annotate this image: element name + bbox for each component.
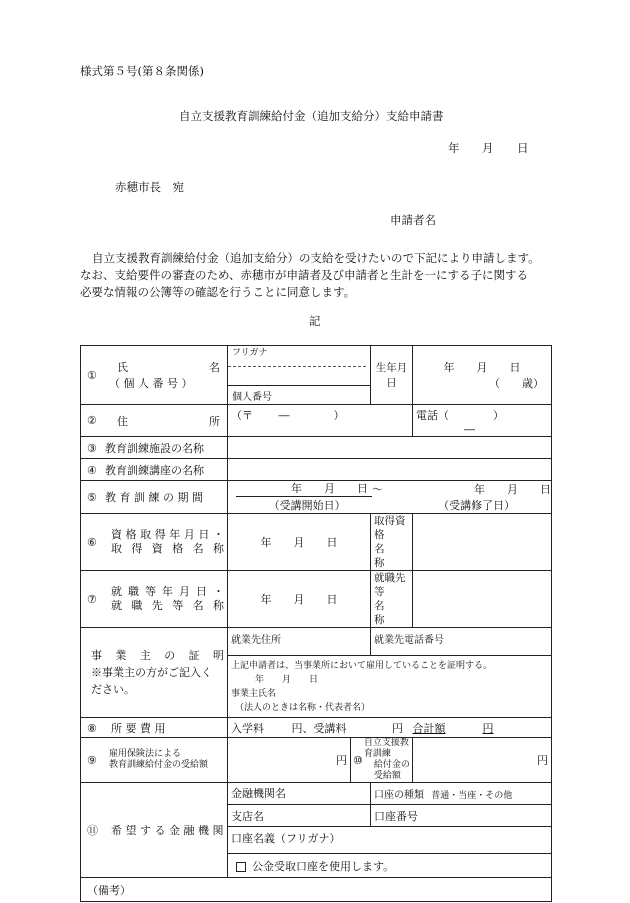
phone-cell[interactable] — [413, 405, 552, 437]
employment-insurance-label-line2: 教育訓練給付金の受給額 — [109, 760, 209, 770]
support-benefit-yen: 円 — [537, 754, 549, 767]
form-number: 様式第５号(第８条関係) — [80, 64, 204, 78]
date-year-label: 年 — [448, 141, 460, 155]
row-name — [81, 346, 552, 405]
row-number-2: ② — [87, 414, 97, 427]
row-employment — [81, 571, 552, 628]
employer-name-input[interactable] — [413, 571, 552, 628]
employer-phone-cell[interactable] — [371, 628, 552, 656]
qualification-label-cell — [81, 514, 228, 571]
row-number-7: ⑦ — [87, 592, 97, 606]
facility-label: 教育訓練施設の名称 — [105, 441, 204, 455]
bank-label-cell — [81, 783, 228, 878]
course-label: 教育訓練講座の名称 — [105, 463, 204, 477]
date-month-label: 月 — [482, 141, 494, 155]
employer-name-label-line1: 就職先等 — [374, 572, 406, 598]
ki-heading: 記 — [309, 314, 321, 328]
account-number-label: 口座番号 — [374, 809, 419, 823]
employer-cert-date: 年 月 日 — [255, 675, 319, 685]
date-day-label: 日 — [517, 141, 529, 155]
period-input-cell[interactable] — [228, 481, 552, 514]
row-number-6: ⑥ — [87, 535, 97, 549]
addressee: 赤穂市長 宛 — [115, 180, 184, 194]
address-label-ju: 住 — [117, 414, 128, 428]
course-label-cell — [81, 459, 228, 481]
employer-address-cell[interactable] — [228, 628, 371, 656]
row-facility-name — [81, 437, 552, 459]
employer-cert-label-line2: ※事業主の方がご記入く — [91, 666, 212, 679]
row-number-11: ⑪ — [87, 824, 98, 837]
remarks-cell[interactable] — [81, 878, 552, 902]
row-number-9: ⑨ — [87, 753, 97, 767]
employer-cert-cell[interactable] — [228, 656, 552, 718]
address-input-cell[interactable] — [228, 405, 413, 437]
employer-owner-name-label: 事業主氏名 — [231, 689, 277, 699]
tuition-label: 円、受講料 — [291, 721, 347, 735]
account-number-cell[interactable] — [371, 805, 552, 827]
account-holder-cell[interactable] — [228, 827, 552, 854]
period-label: 教 育 訓 練 の 期 間 — [105, 491, 203, 504]
row-course-name — [81, 459, 552, 481]
branch-label: 支店名 — [231, 809, 264, 823]
account-holder-label: 口座名義（フリガナ） — [231, 832, 341, 845]
employer-address-label: 就業先住所 — [231, 635, 281, 646]
qualification-name-label-line2: 名 称 — [374, 543, 406, 569]
row-number-1: ① — [87, 368, 97, 382]
row-number-8: ⑧ — [87, 721, 97, 735]
support-benefit-label-cell — [351, 738, 413, 783]
kojin-bango-label: （ 個 人 番 号 ） — [109, 377, 193, 390]
employment-insurance-label-cell — [81, 738, 228, 783]
employment-insurance-label-line1: 雇用保険法による — [109, 749, 182, 759]
employer-cert-label-cell — [81, 628, 228, 718]
bank-name-cell[interactable] — [228, 783, 371, 805]
bank-name-label: 金融機関名 — [231, 787, 286, 800]
name-label-mei: 名 — [209, 361, 220, 374]
row-remarks — [81, 878, 552, 902]
document-title: 自立支援教育訓練給付金（追加支給分）支給申請書 — [179, 109, 444, 123]
tuition-yen: 円 — [392, 721, 403, 735]
name-label-cell — [81, 346, 228, 405]
birth-date-cell[interactable] — [413, 346, 552, 405]
employment-date[interactable]: 年 月 日 — [228, 571, 371, 628]
start-date: 年 月 日 — [236, 481, 372, 498]
account-type-label: 口座の種類 — [374, 790, 425, 801]
support-benefit-label-line1: 自立支援教育訓練 — [363, 738, 409, 759]
employment-insurance-yen: 円 — [336, 754, 347, 767]
support-benefit-amount[interactable] — [413, 738, 552, 783]
row-number-5: ⑤ — [87, 491, 97, 504]
row-address — [81, 405, 552, 437]
account-type-cell[interactable] — [371, 783, 552, 805]
employment-label-line1: 就 職 等 年 月 日 ・ — [111, 585, 224, 598]
cost-label-cell — [81, 718, 228, 738]
row-benefit-amounts — [81, 738, 552, 783]
employer-name-label-cell — [371, 571, 413, 628]
row-employer-address — [81, 628, 552, 656]
remarks-label: （備考） — [87, 884, 131, 897]
employment-insurance-amount[interactable] — [228, 738, 351, 783]
qualification-label-line1: 資格取得年月日・ — [111, 528, 224, 541]
account-type-options: 普通・当座・その他 — [431, 791, 513, 801]
applicant-name-label: 申請者名 — [390, 213, 436, 227]
body-line-1: 自立支援教育訓練給付金（追加支給分）の支給を受けたいので下記により申請します。 — [92, 251, 540, 265]
period-label-cell — [81, 481, 228, 514]
total-label: 合計額 — [412, 721, 446, 735]
body-line-3: 必要な情報の公簿等の確認を行うことに同意します。 — [80, 285, 356, 299]
facility-label-cell — [81, 437, 228, 459]
phone-label: 電話（ ） — [416, 409, 505, 422]
start-date-caption: （受講開始日） — [268, 499, 346, 512]
row-number-3: ③ — [87, 441, 97, 455]
birth-date-value: 年 月 日 — [443, 361, 521, 374]
support-benefit-label-line2: 給付金の受給額 — [373, 760, 410, 781]
cost-label: 所 要 費 用 — [111, 721, 166, 735]
name-input-cell[interactable] — [228, 346, 371, 405]
row-number-10: ⑩ — [353, 753, 363, 767]
phone-dash: ― — [464, 423, 476, 436]
public-account-label: 公金受取口座を使用します。 — [252, 859, 395, 873]
public-account-cell — [228, 854, 552, 878]
kojin-bango-field-label: 個人番号 — [228, 385, 370, 404]
postal-code-field: （〒 ― ） — [231, 409, 345, 422]
qualification-name-label-cell — [371, 514, 413, 571]
furigana-label: フリガナ — [228, 346, 366, 367]
employment-label-cell — [81, 571, 228, 628]
body-line-2: なお、支給要件の審査のため、赤穂市が申請者及び申請者と生計を一にする子に関する — [80, 268, 529, 282]
facility-input[interactable] — [228, 437, 552, 459]
employer-cert-label-line1: 事 業 主 の 証 明 — [91, 649, 224, 662]
qualification-label-line2: 取 得 資 格 名 称 — [111, 542, 224, 555]
age-value: （ 歳） — [489, 377, 545, 390]
end-date-caption: （受講修了日） — [438, 499, 516, 512]
qualification-name-label-line1: 取得資格 — [374, 515, 406, 541]
employer-cert-text: 上記申請者は、当事業所において雇用していることを証明する。 — [231, 661, 493, 671]
cost-input-cell[interactable] — [228, 718, 552, 738]
employer-name-label-line2: 名 称 — [374, 600, 406, 626]
row-cost — [81, 718, 552, 738]
application-form-table — [80, 345, 552, 902]
total-yen: 円 — [482, 721, 494, 735]
public-account-checkbox[interactable] — [236, 862, 246, 872]
row-qualification — [81, 514, 552, 571]
employment-label-line2: 就 職 先 等 名 称 — [111, 599, 224, 612]
branch-cell[interactable] — [228, 805, 371, 827]
qualification-date[interactable]: 年 月 日 — [228, 514, 371, 571]
row-bank-name — [81, 783, 552, 805]
course-input[interactable] — [228, 459, 552, 481]
address-label-sho: 所 — [209, 414, 220, 428]
birth-date-label: 生年月日 — [371, 346, 413, 405]
employer-owner-note: （法人のときは名称・代表者名） — [235, 703, 371, 713]
period-tilde: 〜 — [372, 483, 383, 496]
row-training-period — [81, 481, 552, 514]
bank-label: 希 望 す る 金 融 機 関 — [111, 824, 224, 837]
row-number-4: ④ — [87, 463, 97, 477]
name-label-shi: 氏 — [117, 361, 128, 374]
end-date: 年 月 日 — [474, 483, 551, 496]
employer-cert-label-line3: ださい。 — [91, 683, 135, 696]
qualification-name-input[interactable] — [413, 514, 552, 571]
address-label-cell — [81, 405, 228, 437]
entrance-fee-label: 入学料 — [231, 721, 264, 735]
employer-phone-label: 就業先電話番号 — [374, 635, 445, 646]
